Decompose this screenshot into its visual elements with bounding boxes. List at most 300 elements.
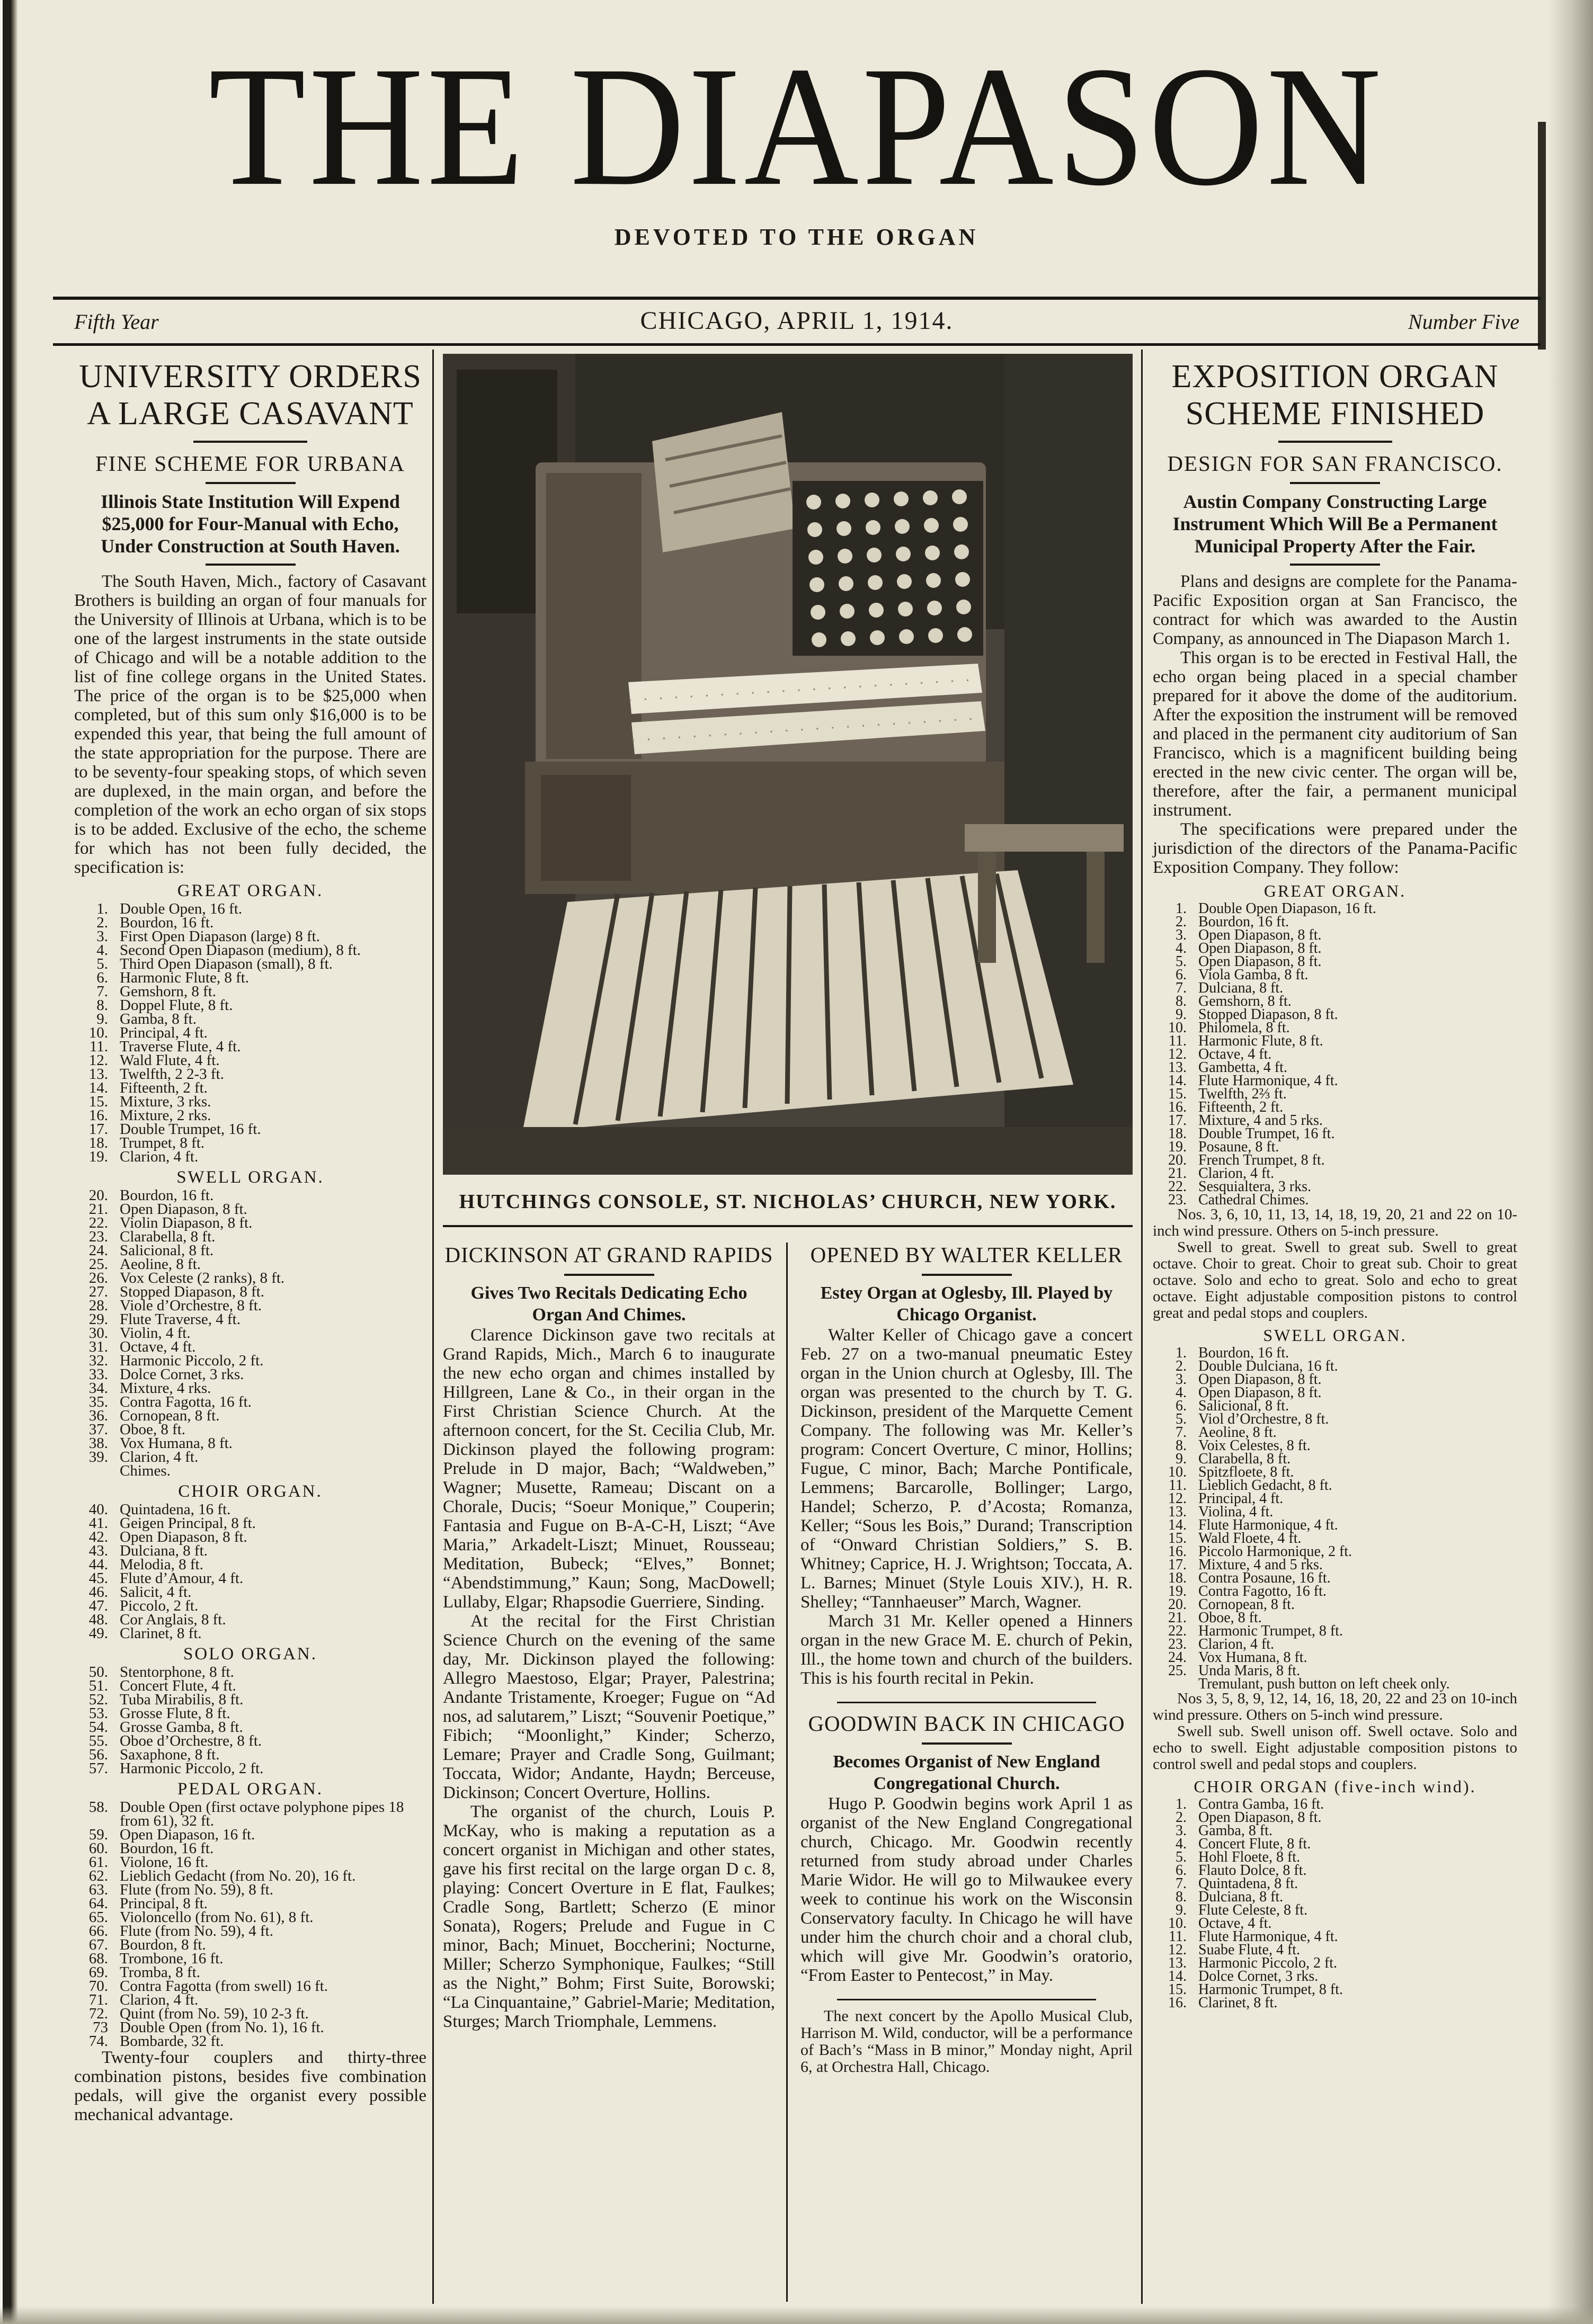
decorative-rule — [206, 482, 296, 484]
stop-number: 4. — [96, 942, 108, 959]
paragraph: Swell sub. Swell unison off. Swell octave. Solo and echo to swell. Eight adjustable composition pistons to control swell and pedal stops and couplers. — [1153, 1723, 1517, 1773]
stop-row — [74, 1762, 426, 1775]
stop-number: 8. — [1176, 1889, 1187, 1905]
stop-number: 14. — [1168, 1968, 1187, 1985]
stop-number: 2. — [96, 914, 108, 931]
stop-number: 16. — [1168, 1995, 1187, 2011]
news-brief-apollo — [800, 2008, 1133, 2076]
masthead-title: THE DIAPASON — [208, 31, 1385, 221]
stop-number: 13. — [1168, 1059, 1187, 1076]
stop-number: 3. — [1176, 927, 1187, 943]
stop-number: 16. — [88, 1107, 108, 1124]
headline-line: UNIVERSITY ORDERS — [79, 359, 422, 395]
stop-number: 70. — [88, 1978, 108, 1995]
stop-number: 6. — [1176, 1862, 1187, 1879]
article-subhead: DESIGN FOR SAN FRANCISCO. — [1167, 451, 1503, 476]
stop-label: Twelfth, 2⅔ ft. — [1198, 1086, 1287, 1102]
stop-label: Clarion, 4 ft. — [1198, 1636, 1275, 1652]
stop-label: Open Diapason, 8 ft. — [1198, 1384, 1322, 1401]
paragraph: Twenty-four couplers and thirty-three combination pistons, besides five combination pedals, will give the organist every possible mechanical advantage. — [74, 2048, 426, 2124]
stop-number: 47. — [88, 1597, 108, 1614]
stop-number: 36. — [88, 1407, 108, 1424]
stop-label: Vox Celeste (2 ranks), 8 ft. — [120, 1270, 285, 1286]
stop-label: Principal, 4 ft. — [1198, 1490, 1284, 1507]
stop-label: Cornopean, 8 ft. — [120, 1407, 220, 1424]
section-title-swell: SWELL ORGAN. — [1263, 1326, 1407, 1345]
stop-label: Hohl Floete, 8 ft. — [1198, 1849, 1301, 1865]
stop-number: 12. — [1168, 1942, 1187, 1958]
organ-console-photo-art — [443, 354, 1133, 1175]
stop-number: 35. — [88, 1393, 108, 1410]
stop-number: 33. — [88, 1366, 108, 1383]
article-exposition-organ — [1153, 354, 1517, 2009]
stop-label: Violin, 4 ft. — [120, 1325, 191, 1342]
stop-number: 23. — [1168, 1636, 1187, 1652]
stop-number: 40. — [88, 1501, 108, 1518]
section-title-solo: SOLO ORGAN. — [183, 1644, 317, 1664]
stop-label: Double Open, 16 ft. — [120, 900, 243, 917]
stop-label: Harmonic Piccolo, 2 ft. — [120, 1352, 264, 1369]
paragraph: The South Haven, Mich., factory of Casavant Brothers is building an organ of four manuals for the University of Illinois at Urbana, which is to be one of the largest instruments in the state outside of Chicago and will be a notable addition to the list of fine college organs in the United States. The price of the organ is to be $25,000 when completed, but of this sum only $16,000 is to be expended this year, that being the full amount of the state appropriation for the purpose. There are to be seventy-four speaking stops, of which seven are duplexed, in the main organ, and before the completion of the work an echo organ of six stops is to be added. Exclusive of the echo, the scheme for which has not been fully decided, the specification is: — [74, 572, 426, 877]
stop-label: Open Diapason, 8 ft. — [1198, 927, 1322, 943]
stop-label: Quintadena, 8 ft. — [1198, 1875, 1298, 1892]
dateline — [74, 306, 1519, 335]
stop-number: 42. — [88, 1529, 108, 1545]
stop-label: Cor Anglais, 8 ft. — [120, 1611, 226, 1628]
stop-number: 17. — [1168, 1557, 1187, 1573]
stop-label: Viole d’Orchestre, 8 ft. — [120, 1297, 262, 1314]
section-title-great: GREAT ORGAN. — [177, 881, 324, 900]
stop-list-choir — [74, 1503, 426, 1640]
stop-number: 12. — [1168, 1490, 1187, 1507]
stop-label: Tremulant, push button on left cheek only. — [1198, 1676, 1450, 1692]
stop-label: Open Diapason, 8 ft. — [1198, 953, 1322, 970]
article-deck: Illinois State Institution Will Expend $25,000 for Four-Manual with Echo, Under Construction at South Haven. — [101, 491, 400, 557]
stop-number: 5. — [1176, 953, 1187, 970]
stop-number: 56. — [88, 1746, 108, 1763]
stop-number: 71. — [88, 1991, 108, 2008]
stop-number: 68. — [88, 1950, 108, 1967]
stop-number: 2. — [1176, 1358, 1187, 1374]
stop-number: 61. — [88, 1854, 108, 1871]
stop-row — [1153, 1677, 1517, 1691]
stop-number: 72. — [88, 2005, 108, 2022]
stop-label: Aeoline, 8 ft. — [1198, 1424, 1277, 1441]
stop-number: 24. — [1168, 1649, 1187, 1666]
section-title-choir: CHOIR ORGAN. — [178, 1482, 323, 1501]
stop-label: Flute Traverse, 4 ft. — [120, 1311, 241, 1328]
stop-label: Geigen Principal, 8 ft. — [120, 1515, 256, 1532]
paragraph: Walter Keller of Chicago gave a concert Feb. 27 on a two-manual pneumatic Estey organ in the Union church at Oglesby, Ill. The organ was presented to the church by T. G. Dickinson, president of the Marquette Cement Company. The following was Mr. Keller’s program: Concert Overture, C minor, Hollins; Fugue, C minor, Bach; Marche Pontificale, Lemmens; Barcarolle, Bollinger; Largo, Handel; Scherzo, P. d’Acosta; Romanza, Keller; “Sous les Bois,” Durand; Transcription of “Onward Christian Soldiers,” S. B. Whitney; Caprice, H. J. Wrightson; Toccata, A. L. Barnes; Minuet (Style Louis XIV.), H. R. Shelley; “Tannhaeuser” March, Wagner. — [800, 1326, 1133, 1612]
stop-label: Dulciana, 8 ft. — [1198, 1889, 1284, 1905]
stop-number: 41. — [88, 1515, 108, 1532]
stop-label: Violone, 16 ft. — [120, 1854, 209, 1871]
stop-label: Doppel Flute, 8 ft. — [120, 997, 233, 1014]
stop-label: Third Open Diapason (small), 8 ft. — [120, 955, 333, 972]
stop-label: Clarion, 4 ft. — [120, 1449, 199, 1465]
stop-number: 62. — [88, 1867, 108, 1884]
stop-number: 2. — [1176, 1809, 1187, 1826]
stop-number: 1. — [1176, 1796, 1187, 1812]
stop-number: 30. — [88, 1325, 108, 1342]
stop-number: 51. — [88, 1677, 108, 1694]
stop-label: Open Diapason, 8 ft. — [1198, 940, 1322, 957]
article-headline: DICKINSON AT GRAND RAPIDS — [444, 1243, 773, 1267]
issue-dateline: CHICAGO, APRIL 1, 1914. — [640, 307, 954, 335]
stop-number: 7. — [1176, 980, 1187, 996]
stop-label: Stopped Diapason, 8 ft. — [120, 1283, 265, 1300]
stop-number: 18. — [1168, 1125, 1187, 1142]
stop-label: Suabe Flute, 4 ft. — [1198, 1942, 1301, 1958]
stop-number: 9. — [1176, 1006, 1187, 1023]
stop-label: Oboe, 8 ft. — [1198, 1610, 1262, 1626]
stop-number: 13. — [1168, 1955, 1187, 1971]
stop-number: 29. — [88, 1311, 108, 1328]
article-deck: Estey Organ at Oglesby, Ill. Played by Chicago Organist. — [820, 1283, 1113, 1325]
page-edge-right — [1547, 0, 1593, 2324]
stop-label: Gemshorn, 8 ft. — [120, 983, 217, 1000]
stop-label: Cathedral Chimes. — [1198, 1192, 1309, 1208]
stop-label: Salicit, 4 ft. — [120, 1584, 192, 1601]
stop-number: 50. — [88, 1664, 108, 1681]
stop-label: Clarion, 4 ft. — [120, 1148, 199, 1165]
stop-number: 12. — [1168, 1046, 1187, 1062]
decorative-rule — [1290, 564, 1380, 566]
stop-number: 8. — [1176, 993, 1187, 1009]
stop-number: 32. — [88, 1352, 108, 1369]
stop-label: Violin Diapason, 8 ft. — [120, 1214, 253, 1231]
stop-number: 24. — [88, 1242, 108, 1259]
stop-label: Concert Flute, 4 ft. — [120, 1677, 236, 1694]
stop-number: 14. — [88, 1079, 108, 1096]
stop-number: 10. — [1168, 1915, 1187, 1932]
paragraph: Hugo P. Goodwin begins work April 1 as organist of the New England Congregational church, Chicago. Mr. Goodwin recently returned from study abroad under Charles Marie Widor. He will go to Milwaukee every week to continue his work on the Wisconsin Conservatory faculty. In Chicago he will have under him the church choir and a choral club, which will give Mr. Goodwin’s oratorio, “From Easter to Pentecost,” in May. — [800, 1794, 1133, 1985]
stop-label: Clarion, 4 ft. — [1198, 1165, 1275, 1182]
swell-notes — [1153, 1691, 1517, 1773]
stop-label: Cornopean, 8 ft. — [1198, 1596, 1295, 1613]
photo-caption: HUTCHINGS CONSOLE, ST. NICHOLAS’ CHURCH, NEW YORK. — [459, 1191, 1117, 1213]
stop-label: Grosse Gamba, 8 ft. — [120, 1719, 243, 1736]
stop-number: 55. — [88, 1732, 108, 1749]
stop-number: 52. — [88, 1691, 108, 1708]
stop-label: Clarion, 4 ft. — [120, 1991, 199, 2008]
stop-label: Melodia, 8 ft. — [120, 1556, 203, 1573]
dateline-rule-bottom — [53, 343, 1541, 346]
stop-label: Double Trumpet, 16 ft. — [1198, 1125, 1335, 1142]
stop-number: 16. — [1168, 1099, 1187, 1115]
stop-label: Fifteenth, 2 ft. — [120, 1079, 208, 1096]
stop-label: Quintadena, 16 ft. — [120, 1501, 231, 1518]
decorative-rule — [922, 1274, 1012, 1276]
stop-number: 9. — [1176, 1451, 1187, 1467]
stop-label: Piccolo, 2 ft. — [120, 1597, 199, 1614]
stop-number: 7. — [1176, 1424, 1187, 1441]
stop-label: Open Diapason, 8 ft. — [120, 1529, 247, 1545]
decorative-rule — [1290, 482, 1380, 484]
stop-number: 67. — [88, 1936, 108, 1953]
stop-number: 10. — [88, 1024, 108, 1041]
stop-label: Traverse Flute, 4 ft. — [120, 1038, 241, 1055]
stop-label: Tuba Mirabilis, 8 ft. — [120, 1691, 244, 1708]
stop-number: 25. — [1168, 1662, 1187, 1679]
section-title-swell: SWELL ORGAN. — [176, 1168, 324, 1187]
stop-number: 46. — [88, 1584, 108, 1601]
stop-label: Bourdon, 16 ft. — [1198, 914, 1289, 930]
decorative-rule — [922, 1742, 1012, 1745]
section-rule — [443, 1225, 1133, 1227]
stop-label: Harmonic Piccolo, 2 ft. — [120, 1760, 264, 1777]
stop-label: Vox Humana, 8 ft. — [1198, 1649, 1307, 1666]
stop-label: Principal, 8 ft. — [120, 1895, 208, 1912]
stop-label: Mixture, 4 and 5 rks. — [1198, 1557, 1323, 1573]
stop-label: Gemshorn, 8 ft. — [1198, 993, 1292, 1009]
stop-label: Double Open (from No. 1), 16 ft. — [120, 2019, 324, 2036]
headline-line: EXPOSITION ORGAN — [1171, 359, 1499, 395]
paragraph: The next concert by the Apollo Musical Club, Harrison M. Wild, conductor, will be a performance of Bach’s “Mass in B minor,” Monday night, April 6, at Orchestra Hall, Chicago. — [800, 2007, 1133, 2076]
stop-number: 20. — [88, 1187, 108, 1204]
stop-number: 44. — [88, 1556, 108, 1573]
column-rule-left — [432, 350, 434, 2304]
stop-number: 5. — [1176, 1411, 1187, 1427]
stop-label: Flute (from No. 59), 4 ft. — [120, 1923, 273, 1939]
stop-number: 69. — [88, 1964, 108, 1981]
stop-list-solo — [74, 1665, 426, 1775]
stop-number: 18. — [1168, 1570, 1187, 1586]
stop-number: 3. — [1176, 1371, 1187, 1388]
stop-number: 58. — [88, 1799, 108, 1816]
article-deck: Gives Two Recitals Dedicating Echo Organ And Chimes. — [470, 1283, 747, 1325]
stop-number: 19. — [1168, 1139, 1187, 1155]
stop-list-great — [1153, 902, 1517, 1206]
article-headline: GOODWIN BACK IN CHICAGO — [808, 1711, 1125, 1736]
stop-label: Contra Fagotta, 16 ft. — [120, 1393, 252, 1410]
organ-console-photo — [443, 354, 1133, 1177]
stop-number: 15. — [1168, 1530, 1187, 1547]
stop-label: Contra Fagotta (from swell) 16 ft. — [120, 1978, 328, 1995]
stop-label: Twelfth, 2 2-3 ft. — [120, 1066, 224, 1083]
stop-number: 15. — [88, 1093, 108, 1110]
decorative-rule — [564, 1274, 654, 1276]
stop-label: Harmonic Flute, 8 ft. — [120, 969, 250, 986]
stop-row — [74, 1626, 426, 1640]
column-rule-right — [1141, 350, 1143, 2304]
decorative-rule — [1278, 441, 1392, 443]
stop-list-swell — [74, 1188, 426, 1478]
stop-label: Dulciana, 8 ft. — [1198, 980, 1284, 996]
stop-label: Clarinet, 8 ft. — [120, 1625, 202, 1642]
stop-number: 7. — [96, 983, 108, 1000]
section-title-pedal: PEDAL ORGAN. — [177, 1780, 323, 1799]
stop-number: 5. — [96, 955, 108, 972]
stop-label: Tromba, 8 ft. — [120, 1964, 200, 1981]
stop-number: 17. — [1168, 1112, 1187, 1129]
stop-number: 54. — [88, 1719, 108, 1736]
article-subhead: FINE SCHEME FOR URBANA — [95, 451, 406, 476]
stop-label: Vox Humana, 8 ft. — [120, 1435, 233, 1452]
stop-number: 4. — [1176, 940, 1187, 957]
stop-number: 23. — [88, 1228, 108, 1245]
stop-number: 65. — [88, 1909, 108, 1926]
issue-number: Number Five — [1408, 310, 1519, 334]
stop-label: Bourdon, 16 ft. — [120, 1840, 214, 1857]
stop-label: Sesquialtera, 3 rks. — [1198, 1178, 1312, 1195]
stop-label: Chimes. — [120, 1462, 171, 1479]
stop-number: 60. — [88, 1840, 108, 1857]
middle-column — [443, 354, 1133, 2076]
stop-label: Violoncello (from No. 61), 8 ft. — [120, 1909, 314, 1926]
stop-number: 10. — [1168, 1464, 1187, 1480]
stop-number: 6. — [1176, 967, 1187, 983]
stop-label: Mixture, 4 and 5 rks. — [1198, 1112, 1323, 1129]
stop-label: Bourdon, 8 ft. — [120, 1936, 206, 1953]
stop-label: First Open Diapason (large) 8 ft. — [120, 928, 320, 945]
stop-label: Unda Maris, 8 ft. — [1198, 1662, 1301, 1679]
stop-list-swell — [1153, 1346, 1517, 1691]
paragraph: The specifications were prepared under the jurisdiction of the directors of the Panama-Pacific Exposition Company. They follow: — [1153, 820, 1517, 877]
stop-label: French Trumpet, 8 ft. — [1198, 1152, 1325, 1168]
stop-number: 1. — [1176, 1345, 1187, 1361]
section-title-choir: CHOIR ORGAN (five-inch wind). — [1194, 1777, 1476, 1796]
stop-number: 15. — [1168, 1086, 1187, 1102]
stop-number: 9. — [96, 1011, 108, 1027]
stop-label: Bombarde, 32 ft. — [120, 2033, 224, 2050]
stop-label: Flute (from No. 59), 8 ft. — [120, 1881, 273, 1898]
stop-label: Salicional, 8 ft. — [1198, 1398, 1289, 1414]
stop-label: Aeoline, 8 ft. — [120, 1256, 201, 1273]
stop-label: Principal, 4 ft. — [120, 1024, 208, 1041]
stop-number: 59. — [88, 1826, 108, 1843]
stop-label: Octave, 4 ft. — [1198, 1915, 1272, 1932]
article-headline — [1153, 358, 1517, 432]
stop-label: Bourdon, 16 ft. — [120, 914, 214, 931]
stop-label: Voix Celestes, 8 ft. — [1198, 1437, 1311, 1454]
great-notes — [1153, 1206, 1517, 1321]
stop-number: 48. — [88, 1611, 108, 1628]
stop-number: 11. — [1169, 1477, 1187, 1494]
stop-label: Mixture, 4 rks. — [120, 1380, 211, 1397]
paragraph: Plans and designs are complete for the Panama-Pacific Exposition organ at San Francisco, the contract for which was awarded to the Austin Company, as announced in The Diapason March 1. — [1153, 572, 1517, 648]
stop-row — [74, 1800, 426, 1828]
stop-label: Harmonic Piccolo, 2 ft. — [1198, 1955, 1338, 1971]
stop-label: Contra Gamba, 16 ft. — [1198, 1796, 1324, 1812]
stop-number: 45. — [88, 1570, 108, 1587]
stop-label: Lieblich Gedacht, 8 ft. — [1198, 1477, 1332, 1494]
stop-label: Flute Celeste, 8 ft. — [1198, 1902, 1308, 1918]
stop-number: 49. — [88, 1625, 108, 1642]
stop-label: Viola Gamba, 8 ft. — [1198, 967, 1309, 983]
stop-label: Flute Harmonique, 4 ft. — [1198, 1928, 1338, 1945]
paragraph: This organ is to be erected in Festival Hall, the echo organ being placed in a special chamber prepared for it above the dome of the auditorium. After the exposition the instrument will be removed and placed in the permanent city auditorium of San Francisco, which is a magnificent building being erected in the new civic center. The organ will be, therefore, after the fair, a permanent municipal instrument. — [1153, 648, 1517, 820]
masthead-tagline: DEVOTED TO THE ORGAN — [614, 224, 979, 250]
stop-number: 9. — [1176, 1902, 1187, 1918]
headline-line: A LARGE CASAVANT — [87, 396, 414, 432]
stop-label: Philomela, 8 ft. — [1198, 1020, 1290, 1036]
stop-label: Octave, 4 ft. — [120, 1338, 196, 1355]
edition-label: Fifth Year — [74, 310, 159, 334]
stop-number: 43. — [88, 1542, 108, 1559]
stop-row — [74, 1150, 426, 1164]
masthead — [0, 31, 1593, 251]
paragraph: Nos 3, 5, 8, 9, 12, 14, 16, 18, 20, 22 and 23 on 10-inch wind pressure. Others on 5-inch wind pressure. — [1153, 1690, 1517, 1723]
section-rule — [837, 1999, 1096, 2000]
stop-label: Double Dulciana, 16 ft. — [1198, 1358, 1338, 1374]
stop-label: Salicional, 8 ft. — [120, 1242, 214, 1259]
stop-number: 18. — [88, 1134, 108, 1151]
stop-label: Spitzfloete, 8 ft. — [1198, 1464, 1294, 1480]
paragraph: Swell to great. Swell to great sub. Swell to great octave. Choir to great. Choir to great sub. Choir to great octave. Solo and echo to great. Solo and echo to great octave. Eight adjustable composition pistons to control great and pedal stops and couplers. — [1153, 1239, 1517, 1321]
stop-number: 15. — [1168, 1981, 1187, 1998]
stop-label: Dolce Cornet, 3 rks. — [1198, 1968, 1319, 1985]
stop-label: Double Trumpet, 16 ft. — [120, 1121, 261, 1138]
stop-number: 19. — [1168, 1583, 1187, 1599]
stop-label: Trumpet, 8 ft. — [120, 1134, 205, 1151]
stop-number: 19. — [88, 1148, 108, 1165]
stop-number: 14. — [1168, 1517, 1187, 1533]
stop-number: 13. — [88, 1066, 108, 1083]
stop-number: 8. — [96, 997, 108, 1014]
stop-label: Stentorphone, 8 ft. — [120, 1664, 234, 1681]
article-body — [443, 1326, 775, 2031]
stop-label: Quint (from No. 59), 10 2-3 ft. — [120, 2005, 309, 2022]
stop-number: 11. — [1169, 1033, 1187, 1049]
stop-number: 26. — [88, 1270, 108, 1286]
stop-label: Flute d’Amour, 4 ft. — [120, 1570, 244, 1587]
stop-row — [74, 2034, 426, 2048]
article-body — [74, 572, 426, 877]
stop-number: 21. — [88, 1201, 108, 1218]
stop-label: Fifteenth, 2 ft. — [1198, 1099, 1284, 1115]
stop-label: Dolce Cornet, 3 rks. — [120, 1366, 244, 1383]
stop-number: 25. — [88, 1256, 108, 1273]
stop-label: Second Open Diapason (medium), 8 ft. — [120, 942, 361, 959]
stop-number: 74. — [88, 2033, 108, 2050]
stop-label: Flute Harmonique, 4 ft. — [1198, 1072, 1338, 1089]
stop-number: 1. — [1176, 900, 1187, 917]
stop-number: 3. — [1176, 1822, 1187, 1839]
decorative-rule — [193, 441, 307, 443]
stop-number: 17. — [88, 1121, 108, 1138]
stop-label: Dulciana, 8 ft. — [120, 1542, 208, 1559]
stop-number: 22. — [1168, 1623, 1187, 1639]
binding-shadow — [0, 0, 18, 2324]
stop-number: 22. — [88, 1214, 108, 1231]
decorative-rule — [206, 564, 296, 566]
stop-number: 6. — [1176, 1398, 1187, 1414]
stop-label: Harmonic Flute, 8 ft. — [1198, 1033, 1323, 1049]
stop-label: Oboe d’Orchestre, 8 ft. — [120, 1732, 262, 1749]
stop-number: 34. — [88, 1380, 108, 1397]
article-headline: OPENED BY WALTER KELLER — [810, 1243, 1123, 1267]
article-dickinson — [443, 1237, 775, 2076]
stop-number: 39. — [88, 1449, 108, 1465]
stop-label: Wald Floete, 4 ft. — [1198, 1530, 1302, 1547]
stop-number: 3. — [96, 928, 108, 945]
stop-list-choir — [1153, 1798, 1517, 2009]
stop-label: Saxaphone, 8 ft. — [120, 1746, 220, 1763]
stop-number: 57. — [88, 1760, 108, 1777]
stop-label: Lieblich Gedacht (from No. 20), 16 ft. — [120, 1867, 356, 1884]
stop-number: 14. — [1168, 1072, 1187, 1089]
stop-label: Octave, 4 ft. — [1198, 1046, 1272, 1062]
stop-label: Stopped Diapason, 8 ft. — [1198, 1006, 1338, 1023]
paragraph: The organist of the church, Louis P. McKay, who is making a reputation as a concert organist in Michigan and other states, gave his first recital on the large organ D c. 8, playing: Concert Overture in E flat, Faulkes; Cradle Song, Bartlett; Scherzo (E minor Sonata), Rogers; Prelude and Fugue in C minor, Bach; Minuet, Boccherini; Nocturne, Miller; Scherzo Symphonique, Faulkes; “Still as the Night,” Bohm; First Suite, Borowski; “La Cinquantaine,” Gabriel-Marie; Meditation, Sturges; March Triomphale, Lemmens. — [443, 1802, 775, 2031]
stop-label: Clarinet, 8 ft. — [1198, 1995, 1278, 2011]
stop-label: Grosse Flute, 8 ft. — [120, 1705, 230, 1722]
stop-number: 22. — [1168, 1178, 1187, 1195]
stop-number: 6. — [96, 969, 108, 986]
article-closing — [74, 2048, 426, 2124]
stop-label: Double Open (first octave polyphone pipes 18 from 61), 32 ft. — [120, 1799, 404, 1829]
